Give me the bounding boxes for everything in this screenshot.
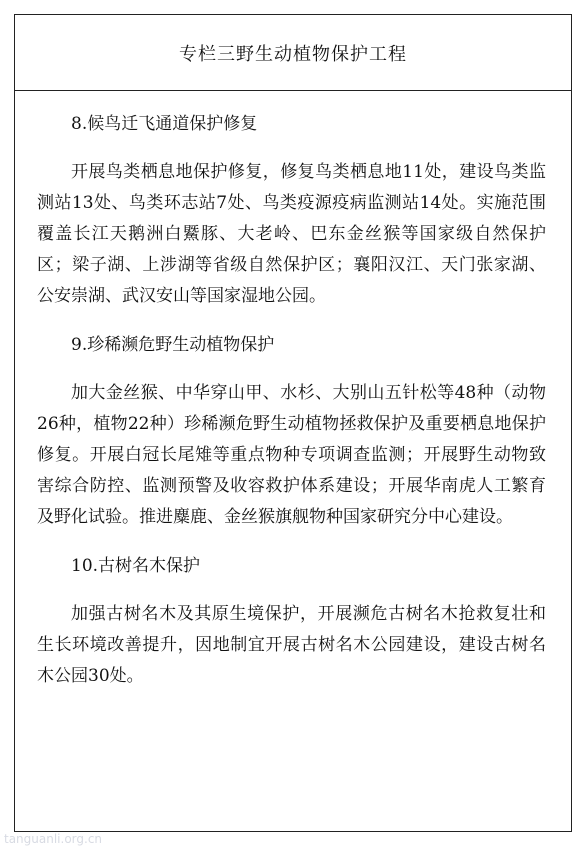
section-heading-9: 9.珍稀濒危野生动植物保护 xyxy=(71,335,275,355)
section-body-10: 加强古树名木及其原生境保护，开展濒危古树名木抢救复壮和生长环境改善提升，因地制宜开展古树名木公园建设，建设古树名木公园30处。 xyxy=(37,604,546,686)
section-heading-10: 10.古树名木保护 xyxy=(71,556,201,576)
section-heading-8: 8.候鸟迁飞通道保护修复 xyxy=(71,114,258,134)
column-title: 专栏三野生动植物保护工程 xyxy=(15,15,571,91)
column-content xyxy=(15,91,571,692)
section-body-9: 加大金丝猴、中华穿山甲、水杉、大别山五针松等48种（动物26种，植物22种）珍稀濒危野生动植物拯救保护及重要栖息地保护修复。开展白冠长尾雉等重点物种专项调查监测；开展野生动物致害综合防控、监测预警及收容救护体系建设；开展华南虎人工繁育及野化试验。推进麋鹿、金丝猴旗舰物种国家研究分中心建设。 xyxy=(37,383,546,527)
watermark: tanguanli.org.cn xyxy=(4,832,103,846)
section-body-8: 开展鸟类栖息地保护修复，修复鸟类栖息地11处，建设鸟类监测站13处、鸟类环志站7处、鸟类疫源疫病监测站14处。实施范围覆盖长江天鹅洲白鱀豚、大老岭、巴东金丝猴等国家级自然保护区；梁子湖、上涉湖等省级自然保护区；襄阳汉江、天门张家湖、公安崇湖、武汉安山等国家湿地公园。 xyxy=(37,162,546,306)
column-box xyxy=(14,14,572,832)
